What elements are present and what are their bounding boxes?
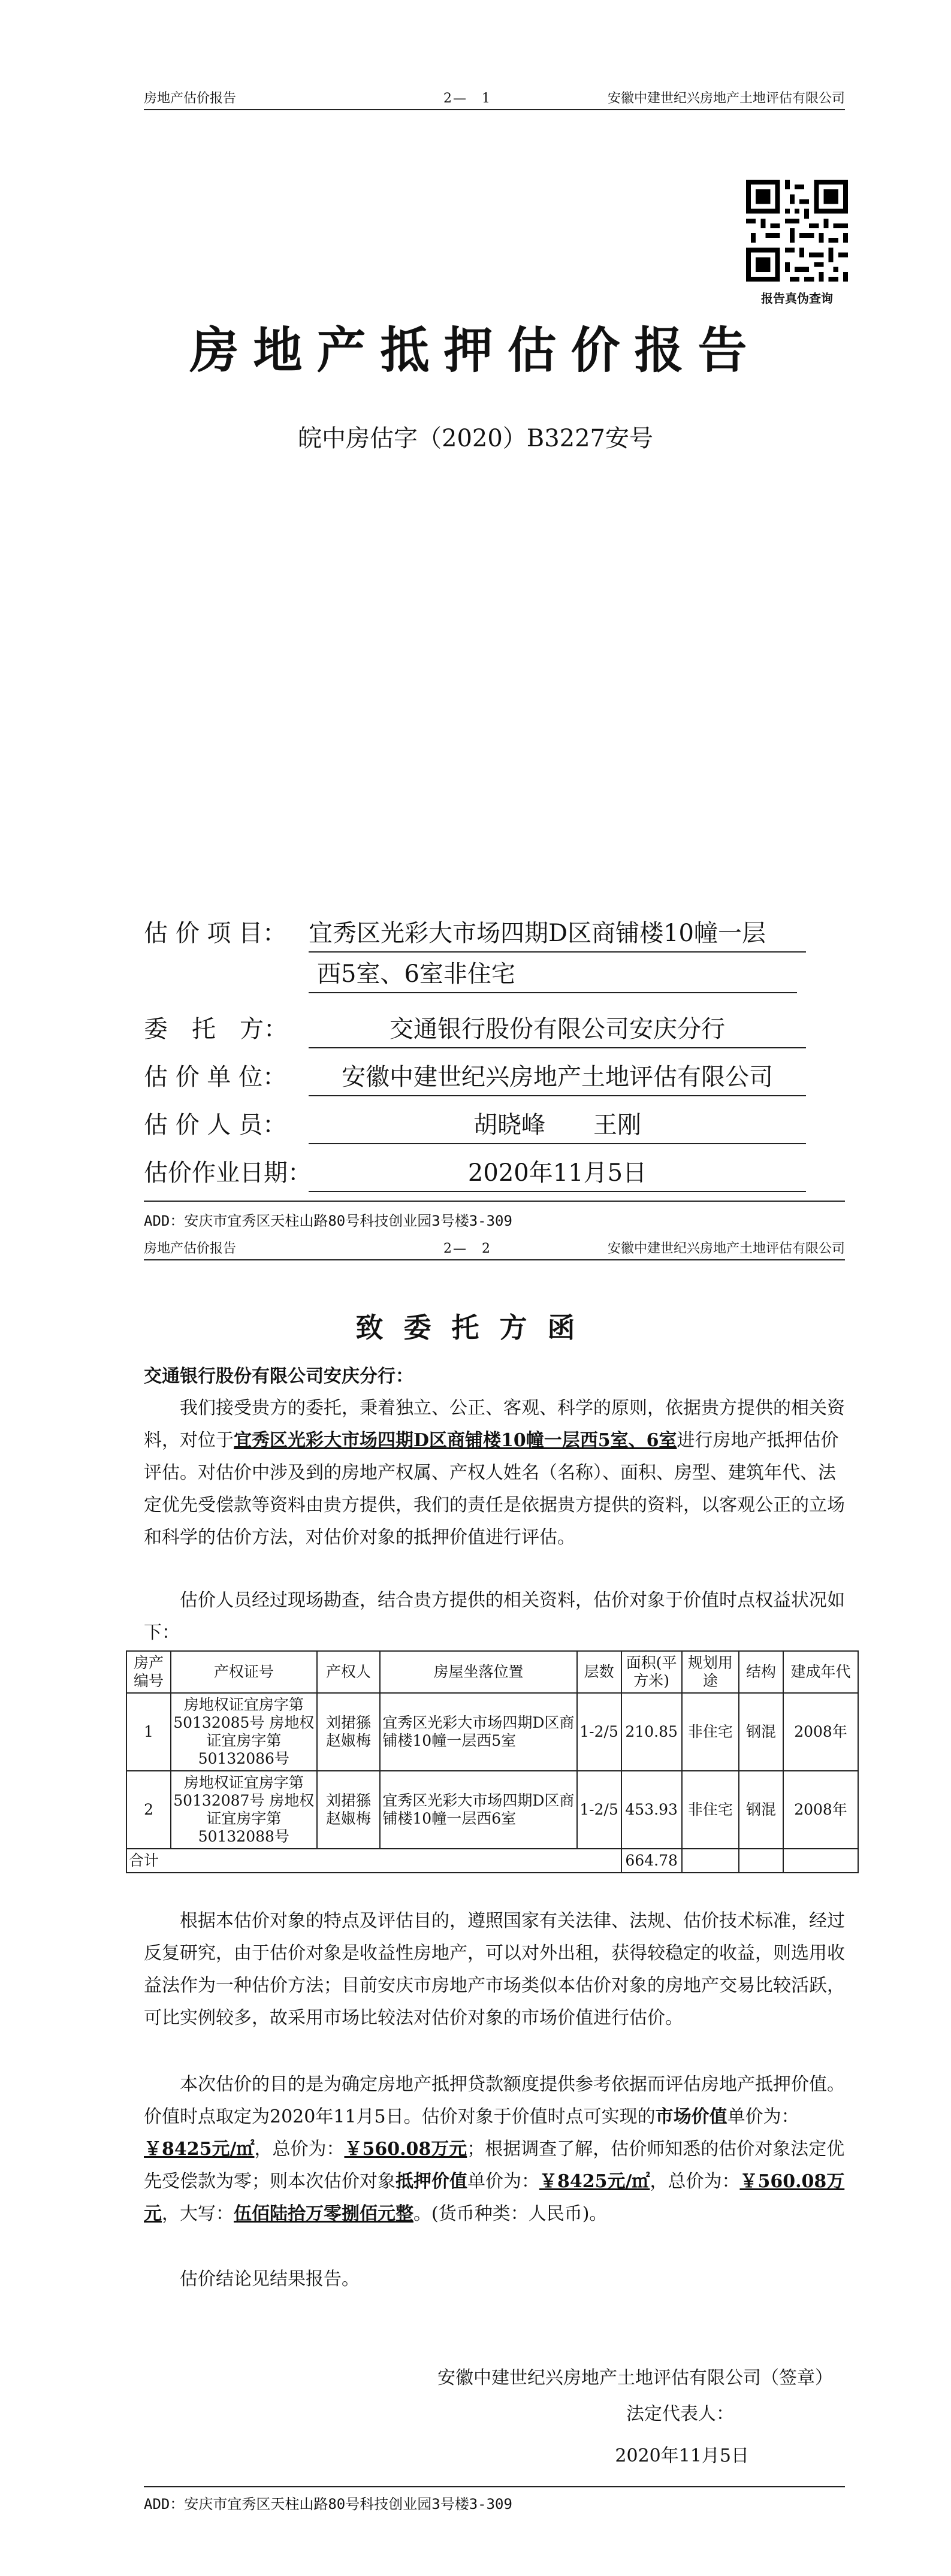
field-project-value: 宜秀区光彩大市场四期D区商铺楼10幢一层 bbox=[309, 915, 806, 953]
p1-property-location: 宜秀区光彩大市场四期D区商铺楼10幢一层西5室、6室 bbox=[234, 1430, 677, 1451]
cell-use: 非住宅 bbox=[682, 1771, 739, 1849]
letter-paragraph-3: 根据本估价对象的特点及评估目的，遵照国家有关法律、法规、估价技术标准，经过反复研究，由于估价对象是收益性房地产，可以对外出租，获得较稳定的收益，则选用收益法作为一种估价方法；目前安庆市房地产市场类似本估价对象的房地产交易比较活跃，可比实例较多，故采用市场比较法对估价对象的市场价值进行估价。 bbox=[144, 1910, 845, 2028]
mortgage-total-price: ￥560.08万元 bbox=[144, 2171, 845, 2224]
header-company: 安徽中建世纪兴房地产土地评估有限公司 bbox=[607, 91, 845, 106]
col-header-location: 房屋坐落位置 bbox=[380, 1651, 576, 1693]
report-cover-page bbox=[0, 0, 951, 1234]
p4-text-d: ；根据调查了解，估价师知悉的估价对象法定优先受偿款为零；则本次估价对象 bbox=[144, 2139, 845, 2192]
letter-title: 致委托方函 bbox=[355, 1311, 596, 1344]
p1-text-a: 我们接受贵方的委托，秉着独立、公正、客观、科学的原则，依据贵方提供的相关资料，对位于 bbox=[144, 1398, 845, 1451]
col-header-owner: 产权人 bbox=[317, 1651, 381, 1693]
cell-no: 2 bbox=[126, 1771, 171, 1849]
p4-text-b: 单价为： bbox=[727, 2106, 799, 2127]
header-page-number: 2— 1 bbox=[443, 91, 491, 106]
field-work-date-value: 2020年11月5日 bbox=[309, 1155, 806, 1192]
field-work-date-label: 估价作业日期： bbox=[144, 1159, 312, 1187]
p4-text-g: ，大写： bbox=[162, 2203, 234, 2224]
col-header-floors: 层数 bbox=[577, 1651, 621, 1693]
cell-floors: 1-2/5 bbox=[577, 1771, 621, 1849]
cell-structure: 钢混 bbox=[739, 1693, 783, 1771]
col-header-year: 建成年代 bbox=[783, 1651, 858, 1693]
qr-code[interactable] bbox=[746, 180, 848, 282]
cell-total-label: 合计 bbox=[126, 1849, 621, 1873]
col-header-structure: 结构 bbox=[739, 1651, 783, 1693]
letter-paragraph-2: 估价人员经过现场勘查，结合贵方提供的相关资料，估价对象于价值时点权益状况如下： bbox=[144, 1590, 845, 1643]
header-page-number: 2— 2 bbox=[443, 1241, 491, 1256]
cell-structure: 钢混 bbox=[739, 1771, 783, 1849]
signature-company: 安徽中建世纪兴房地产土地评估有限公司（签章） bbox=[437, 2368, 833, 2388]
cell-floors: 1-2/5 bbox=[577, 1693, 621, 1771]
cell-no: 1 bbox=[126, 1693, 171, 1771]
field-appraiser-company-label: 估 价 单 位： bbox=[144, 1063, 287, 1091]
mortgage-unit-price: ￥8425元/㎡ bbox=[539, 2171, 650, 2192]
footer-divider bbox=[144, 2486, 845, 2487]
cell-use: 非住宅 bbox=[682, 1693, 739, 1771]
col-header-area: 面积(平方米) bbox=[621, 1651, 682, 1693]
footer-address: ADD：安庆市宜秀区天柱山路80号科技创业园3号楼3-309 bbox=[144, 2496, 512, 2512]
field-client-value: 交通银行股份有限公司安庆分行 bbox=[309, 1011, 806, 1048]
footer-divider bbox=[144, 1201, 845, 1202]
page-header bbox=[144, 89, 845, 110]
cell-location: 宜秀区光彩大市场四期D区商铺楼10幢一层西5室 bbox=[380, 1693, 576, 1771]
p4-text-f: ，总价为： bbox=[650, 2171, 740, 2192]
field-appraisers-value: 胡晓峰 王刚 bbox=[309, 1107, 806, 1144]
property-rights-table bbox=[126, 1650, 859, 1873]
page-header bbox=[144, 1239, 845, 1260]
col-header-no: 房产编号 bbox=[126, 1651, 171, 1693]
qr-caption: 报告真伪查询 bbox=[761, 291, 833, 306]
market-unit-price: ￥8425元/㎡ bbox=[144, 2139, 255, 2160]
p4-text-h: 。(货币种类：人民币)。 bbox=[413, 2203, 608, 2224]
cell-cert: 房地权证宜房字第50132085号 房地权证宜房字第50132086号 bbox=[171, 1693, 316, 1771]
report-title: 房地产抵押估价报告 bbox=[189, 322, 762, 379]
cell-total-area: 664.78 bbox=[621, 1849, 682, 1873]
field-appraisers-label: 估 价 人 员： bbox=[144, 1111, 287, 1139]
field-project-label: 估 价 项 目： bbox=[144, 920, 287, 947]
field-project-value-line2: 西5室、6室非住宅 bbox=[309, 956, 797, 993]
field-project-value-block bbox=[309, 915, 806, 993]
cell-year: 2008年 bbox=[783, 1771, 858, 1849]
letter-paragraph-5: 估价结论见结果报告。 bbox=[180, 2269, 360, 2290]
table-row bbox=[126, 1771, 858, 1849]
header-report-name: 房地产估价报告 bbox=[144, 1241, 237, 1256]
letter-paragraph-1 bbox=[144, 1392, 845, 1554]
p1-text-b: 进行房地产抵押估价评估。对估价中涉及到的房地产权属、产权人姓名（名称）、面积、房型、建筑年代、法定优先受偿款等资料由贵方提供，我们的责任是依据贵方提供的资料，以客观公正的立场和科学的估价方法，对估价对象的抵押价值进行评估。 bbox=[144, 1430, 845, 1548]
cell-area: 210.85 bbox=[621, 1693, 682, 1771]
cell-cert: 房地权证宜房字第50132087号 房地权证宜房字第50132088号 bbox=[171, 1771, 316, 1849]
mortgage-value-label: 抵押价值 bbox=[396, 2171, 467, 2192]
p4-text-e: 单价为： bbox=[467, 2171, 539, 2192]
header-report-name: 房地产估价报告 bbox=[144, 91, 237, 106]
cell-year: 2008年 bbox=[783, 1693, 858, 1771]
footer-address: ADD：安庆市宜秀区天柱山路80号科技创业园3号楼3-309 bbox=[144, 1213, 512, 1229]
letter-page bbox=[0, 1234, 951, 2576]
p4-text-c: ，总价为： bbox=[254, 2139, 345, 2160]
field-client-label: 委 托 方： bbox=[144, 1015, 288, 1043]
cell-area: 453.93 bbox=[621, 1771, 682, 1849]
field-appraiser-company-value: 安徽中建世纪兴房地产土地评估有限公司 bbox=[309, 1059, 806, 1096]
letter-paragraph-4 bbox=[144, 2069, 845, 2230]
mortgage-total-in-words: 伍佰陆拾万零捌佰元整 bbox=[234, 2203, 413, 2224]
signature-representative: 法定代表人： bbox=[626, 2403, 734, 2424]
document-number: 皖中房估字（2020）B3227安号 bbox=[298, 425, 653, 452]
market-total-price: ￥560.08万元 bbox=[344, 2139, 467, 2160]
cell-location: 宜秀区光彩大市场四期D区商铺楼10幢一层西6室 bbox=[380, 1771, 576, 1849]
signature-date: 2020年11月5日 bbox=[615, 2445, 749, 2466]
col-header-cert: 产权证号 bbox=[171, 1651, 316, 1693]
letter-addressee: 交通银行股份有限公司安庆分行： bbox=[144, 1366, 413, 1387]
table-row bbox=[126, 1693, 858, 1771]
cell-owner: 刘捃猻 赵婌梅 bbox=[317, 1771, 381, 1849]
market-value-label: 市场价值 bbox=[655, 2106, 727, 2127]
col-header-use: 规划用途 bbox=[682, 1651, 739, 1693]
table-header-row bbox=[126, 1651, 858, 1693]
p4-text-a: 本次估价的目的是为确定房地产抵押贷款额度提供参考依据而评估房地产抵押价值。价值时点取定为2020年11月5日。估价对象于价值时点可实现的 bbox=[144, 2074, 845, 2127]
cell-owner: 刘捃猻 赵婌梅 bbox=[317, 1693, 381, 1771]
header-company: 安徽中建世纪兴房地产土地评估有限公司 bbox=[607, 1241, 845, 1256]
table-total-row bbox=[126, 1849, 858, 1873]
